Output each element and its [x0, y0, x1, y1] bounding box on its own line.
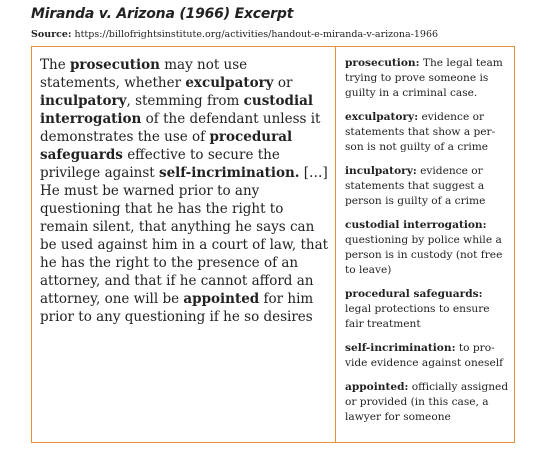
glossary-entry-procedural-safeguards: [345, 287, 509, 332]
glossary-definition: officially assigned or provided (in this case, a lawyer for someone: [345, 381, 509, 423]
glossary-definition: The legal team trying to prove someone is guilty in a criminal case.: [345, 57, 503, 99]
passage-text: effective to secure the privilege against: [40, 147, 280, 181]
source-line: [31, 29, 438, 40]
source-url: https://billofrightsinstitute.org/activities/handout-e-miranda-v-arizona-1966: [74, 29, 439, 40]
source-label: Source:: [31, 29, 72, 40]
glossary-definition: evidence or statements that suggest a person is guilty of a crime: [345, 165, 486, 207]
passage-text: for him prior to any questioning if he so desires: [40, 291, 314, 325]
glossary-definition: legal protections to ensure fair treatment: [345, 303, 490, 330]
document-title: Miranda v. Arizona (1966) Excerpt: [31, 6, 294, 22]
passage-text: or: [273, 75, 293, 91]
glossary-entry-appointed: [345, 380, 509, 425]
glossary-term: prosecution:: [345, 57, 420, 69]
glossary-term: procedural safeguards:: [345, 288, 483, 300]
glossary-definition: evidence or statements that show a person is not guilty of a crime: [345, 111, 496, 153]
glossary-entry-self-incrimination: [345, 341, 509, 371]
glossary-definition: questioning by police while a person is in custody (not free to leave): [345, 234, 503, 276]
glossary-definition: to provide evidence against oneself: [345, 342, 504, 369]
keyword-custodial-interrogation: custodial interrogation: [40, 93, 313, 127]
keyword-exculpatory: exculpatory: [185, 75, 274, 91]
excerpt-box: [31, 46, 515, 443]
glossary-entry-inculpatory: [345, 164, 509, 209]
passage-text: The: [40, 57, 70, 73]
keyword-prosecution: prosecution: [69, 57, 160, 73]
glossary-entry-prosecution: [345, 56, 509, 101]
glossary-term: custodial interrogation:: [345, 219, 487, 231]
glossary-term: inculpatory:: [345, 165, 417, 177]
glossary-term: exculpatory:: [345, 111, 419, 123]
keyword-appointed: appointed: [183, 291, 260, 307]
glossary-entry-exculpatory: [345, 110, 509, 155]
column-divider: [335, 47, 336, 442]
keyword-self-incrimination: self-incrimination.: [158, 165, 300, 181]
glossary-entry-custodial-interrogation: [345, 218, 509, 278]
keyword-inculpatory: inculpatory: [40, 93, 127, 109]
glossary-term: self-incrimination:: [345, 342, 456, 354]
passage-text: may not use statements, whether: [40, 57, 248, 91]
passage-text: , stemming from: [126, 93, 244, 109]
passage-text: of the defendant unless it demonstrates the use of: [40, 111, 321, 145]
passage-text: […] He must be warned prior to any questioning that he has the right to remain silent, that anything he says can be used against him in a court of law, that he has the right to the presence of an attorney, and that if he cannot afford an attorney, one will be: [40, 165, 329, 307]
glossary-column: [345, 56, 509, 434]
excerpt-passage: [40, 56, 330, 326]
glossary-term: appointed:: [345, 381, 409, 393]
keyword-procedural-safeguards: procedural safeguards: [40, 129, 293, 163]
